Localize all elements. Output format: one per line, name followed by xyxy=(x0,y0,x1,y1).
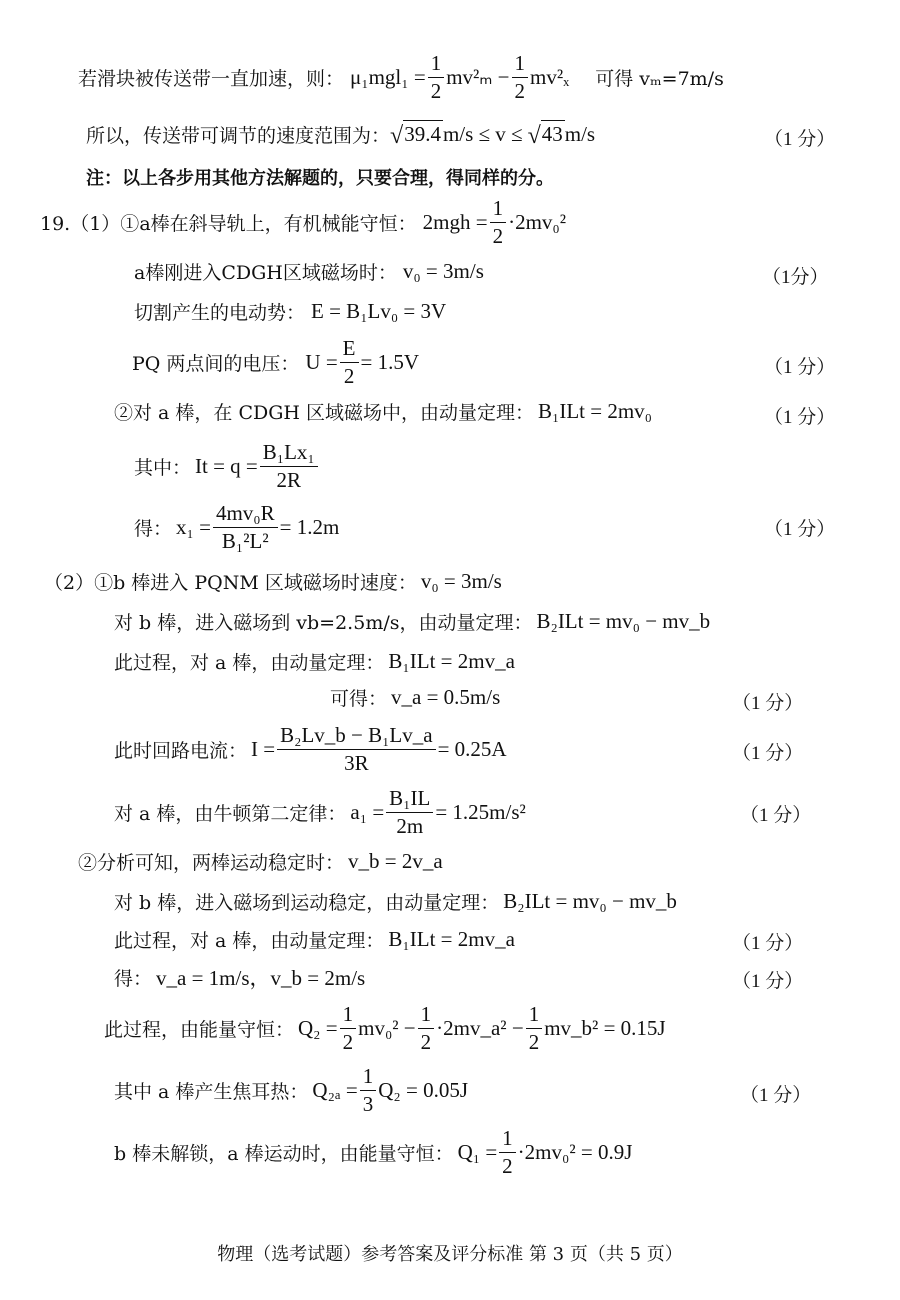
q19-2-l3-eq: B₁ILt = 2mv_a xyxy=(388,649,515,673)
belt-range-text: 所以，传送带可调节的速度范围为： xyxy=(86,124,391,147)
q19-2-l7-eq: v_b = 2v_a xyxy=(348,849,443,873)
q19-l3-text: 切割产生的电动势： xyxy=(134,302,306,324)
q19-2-l7-text: ②分析可知，两棒运动稳定时： xyxy=(78,852,345,874)
q19-l4-lhs: U = xyxy=(305,349,338,374)
q19-2-l13-rhs: ·2mv₀² = 0.9J xyxy=(517,1139,633,1164)
q19-l1-lhs: 2mgh = xyxy=(422,209,488,234)
score-q19-l4: （1 分） xyxy=(764,357,836,378)
score-q19-2-l12: （1 分） xyxy=(740,1085,812,1106)
score-q19-2-l9: （1 分） xyxy=(732,933,804,954)
q19-l1-text: a棒在斜导轨上，有机械能守恒： xyxy=(139,212,417,235)
q19-2-l11-c: ·2mv_a² − xyxy=(436,1015,524,1040)
q19-2-l11-text: 此过程，由能量守恒： xyxy=(104,1018,295,1041)
half-fraction: $\frac{1}{2}$ xyxy=(512,51,529,102)
belt-accel-result: 可得 vₘ=7m/s xyxy=(595,67,724,90)
half-fraction: $\frac{1}{2}$ xyxy=(499,1126,516,1177)
page-footer: 物理（选考试题）参考答案及评分标准 第 3 页（共 5 页） xyxy=(217,1244,683,1265)
q19-2-l6-lhs: a₁ = xyxy=(350,799,385,824)
q19-2-l6-text: 对 a 棒，由牛顿第二定律： xyxy=(114,802,347,825)
score-q19-l2: （1分） xyxy=(762,267,829,288)
sqrt-low: √ 39.4 xyxy=(390,122,441,149)
q19-2-line2 xyxy=(114,608,710,635)
q19-2-l4-text: 可得： xyxy=(330,688,388,710)
q19-2-l6-fraction: $\frac{\text{B₁IL}}{2m}$ xyxy=(386,786,433,837)
q19-2-line8 xyxy=(114,888,677,915)
belt-range-mid: m/s ≤ v ≤ xyxy=(442,121,523,146)
q19-2-l8-eq: B₂ILt = mv₀ − mv_b xyxy=(503,889,677,913)
q19-l2-text: a棒刚进入CDGH区域磁场时： xyxy=(134,262,397,284)
q19-line3 xyxy=(134,298,446,325)
q19-2-l11-d: mv_b² = 0.15J xyxy=(544,1015,666,1040)
q19-2-l12-lhs: Q₂ₐ = xyxy=(312,1077,358,1102)
belt-accel-mid: mv²ₘ − xyxy=(446,64,510,89)
half-fraction: $\frac{1}{2}$ xyxy=(340,1002,357,1053)
q19-2-line1 xyxy=(44,568,502,595)
q19-2-line9 xyxy=(114,926,515,953)
half-fraction: $\frac{1}{2}$ xyxy=(428,51,445,102)
belt-accel-end: mv²ₓ xyxy=(530,64,570,89)
q19-2-line10 xyxy=(114,962,365,992)
q19-2-line13 xyxy=(114,1126,632,1178)
q19-2-l12-text: 其中 a 棒产生焦耳热： xyxy=(114,1080,309,1103)
q19-l4-fraction: $\frac{E}{2}$ xyxy=(340,336,359,387)
q19-2-line11 xyxy=(104,1002,666,1054)
q19-2-line12 xyxy=(114,1064,468,1116)
belt-accel-lhs: μ₁mgl₁ = xyxy=(350,64,426,89)
belt-range-line xyxy=(86,118,595,150)
q19-2-l10-text: 得： xyxy=(114,967,153,990)
q19-2-l1-text: b 棒进入 PQNM 区域磁场时速度： xyxy=(113,572,417,594)
q19-l6-text: 其中： xyxy=(134,456,192,479)
q19-2-l12-fraction: $\frac{1}{3}$ xyxy=(360,1064,377,1115)
q19-2-l13-lhs: Q₁ = xyxy=(457,1139,498,1164)
q19-l3-eq: E = B₁Lv₀ = 3V xyxy=(311,299,447,323)
q19-2-l2-text: 对 b 棒，进入磁场到 vb=2.5m/s，由动量定理： xyxy=(114,612,533,634)
q19-2-l11-a: Q₂ = xyxy=(298,1015,338,1040)
score-belt-range: （1 分） xyxy=(764,129,836,150)
q19-2-l2-eq: B₂ILt = mv₀ − mv_b xyxy=(536,609,711,633)
note-line: 注：以上各步用其他方法解题的，只要合理，得同样的分。 xyxy=(86,168,554,189)
q19-2-l1-eq: v₀ = 3m/s xyxy=(420,569,502,593)
q19-2-l9-text: 此过程，对 a 棒，由动量定理： xyxy=(114,930,385,952)
score-q19-2-l4: （1 分） xyxy=(732,693,804,714)
q19-2-line5 xyxy=(114,720,507,778)
q19-l6-lhs: It = q = xyxy=(195,453,258,478)
q19-2-l13-text: b 棒未解锁，a 棒运动时，由能量守恒： xyxy=(114,1142,454,1165)
q19-2-l5-text: 此时回路电流： xyxy=(114,739,248,762)
q19-2-l3-text: 此过程，对 a 棒，由动量定理： xyxy=(114,652,385,674)
q19-l7-fraction: $\frac{\text{4mv₀R}}{\text{B₁²L²}}$ xyxy=(213,501,278,552)
q19-2-l6-rhs: = 1.25m/s² xyxy=(435,799,526,824)
q19-2-l8-text: 对 b 棒，进入磁场到运动稳定，由动量定理： xyxy=(114,892,500,914)
q19-2-l5-rhs: = 0.25A xyxy=(437,736,507,761)
q19-2-l11-b: mv₀² − xyxy=(358,1015,416,1040)
q19-2-l10-eq: v_a = 1m/s，v_b = 2m/s xyxy=(156,966,366,990)
q19-l7-lhs: x₁ = xyxy=(176,514,211,539)
q19-2-line6 xyxy=(114,784,526,840)
q19-2-l5-fraction: $\frac{\text{B₂Lv\_b − B₁Lv\_a}}{3R}$ xyxy=(277,723,435,774)
q19-line6 xyxy=(134,438,320,494)
q19-l7-rhs: = 1.2m xyxy=(279,514,340,539)
q19-line4 xyxy=(132,336,419,388)
belt-range-unit: m/s xyxy=(564,121,596,146)
score-q19-l5: （1 分） xyxy=(764,407,836,428)
q19-line2 xyxy=(134,258,484,285)
q19-l5-text: ②对 a 棒，在 CDGH 区域磁场中，由动量定理： xyxy=(114,402,535,424)
score-q19-l7: （1 分） xyxy=(764,519,836,540)
q19-2-l5-lhs: I = xyxy=(251,736,276,761)
q19-l1-rhs: ·2mv₀² xyxy=(508,209,567,234)
q19-line1 xyxy=(40,196,567,248)
half-fraction: $\frac{1}{2}$ xyxy=(526,1002,543,1053)
q19-2-l4-eq: v_a = 0.5m/s xyxy=(391,685,501,709)
q19-2-l12-rhs: Q₂ = 0.05J xyxy=(378,1077,469,1102)
q19-l6-fraction: $\frac{\text{B₁Lx₁}}{2R}$ xyxy=(260,440,318,491)
q19-l7-text: 得： xyxy=(134,517,173,540)
belt-accel-line xyxy=(78,51,724,103)
q19-line5 xyxy=(114,398,652,425)
q19-2-line4 xyxy=(330,684,500,711)
q19-2-line3 xyxy=(114,648,515,675)
q19-l4-text: PQ 两点间的电压： xyxy=(132,352,300,375)
sqrt-high: √ 43 xyxy=(527,122,563,149)
score-q19-2-l10: （1 分） xyxy=(732,971,804,992)
q19-2-l9-eq: B₁ILt = 2mv_a xyxy=(388,927,515,951)
q19-line7 xyxy=(134,498,339,556)
score-q19-2-l5: （1 分） xyxy=(732,743,804,764)
q19-2-line7 xyxy=(78,848,443,875)
q19-2-number: （2）① xyxy=(44,572,114,594)
belt-accel-text: 若滑块被传送带一直加速，则： xyxy=(78,67,345,90)
score-q19-2-l6: （1 分） xyxy=(740,805,812,826)
q19-l5-eq: B₁ILt = 2mv₀ xyxy=(538,399,652,423)
half-fraction: $\frac{1}{2}$ xyxy=(418,1002,435,1053)
q19-number: 19.（1）① xyxy=(40,212,140,235)
q19-l4-rhs: = 1.5V xyxy=(360,349,420,374)
q19-l2-eq: v₀ = 3m/s xyxy=(402,259,484,283)
half-fraction: $\frac{1}{2}$ xyxy=(490,196,507,247)
